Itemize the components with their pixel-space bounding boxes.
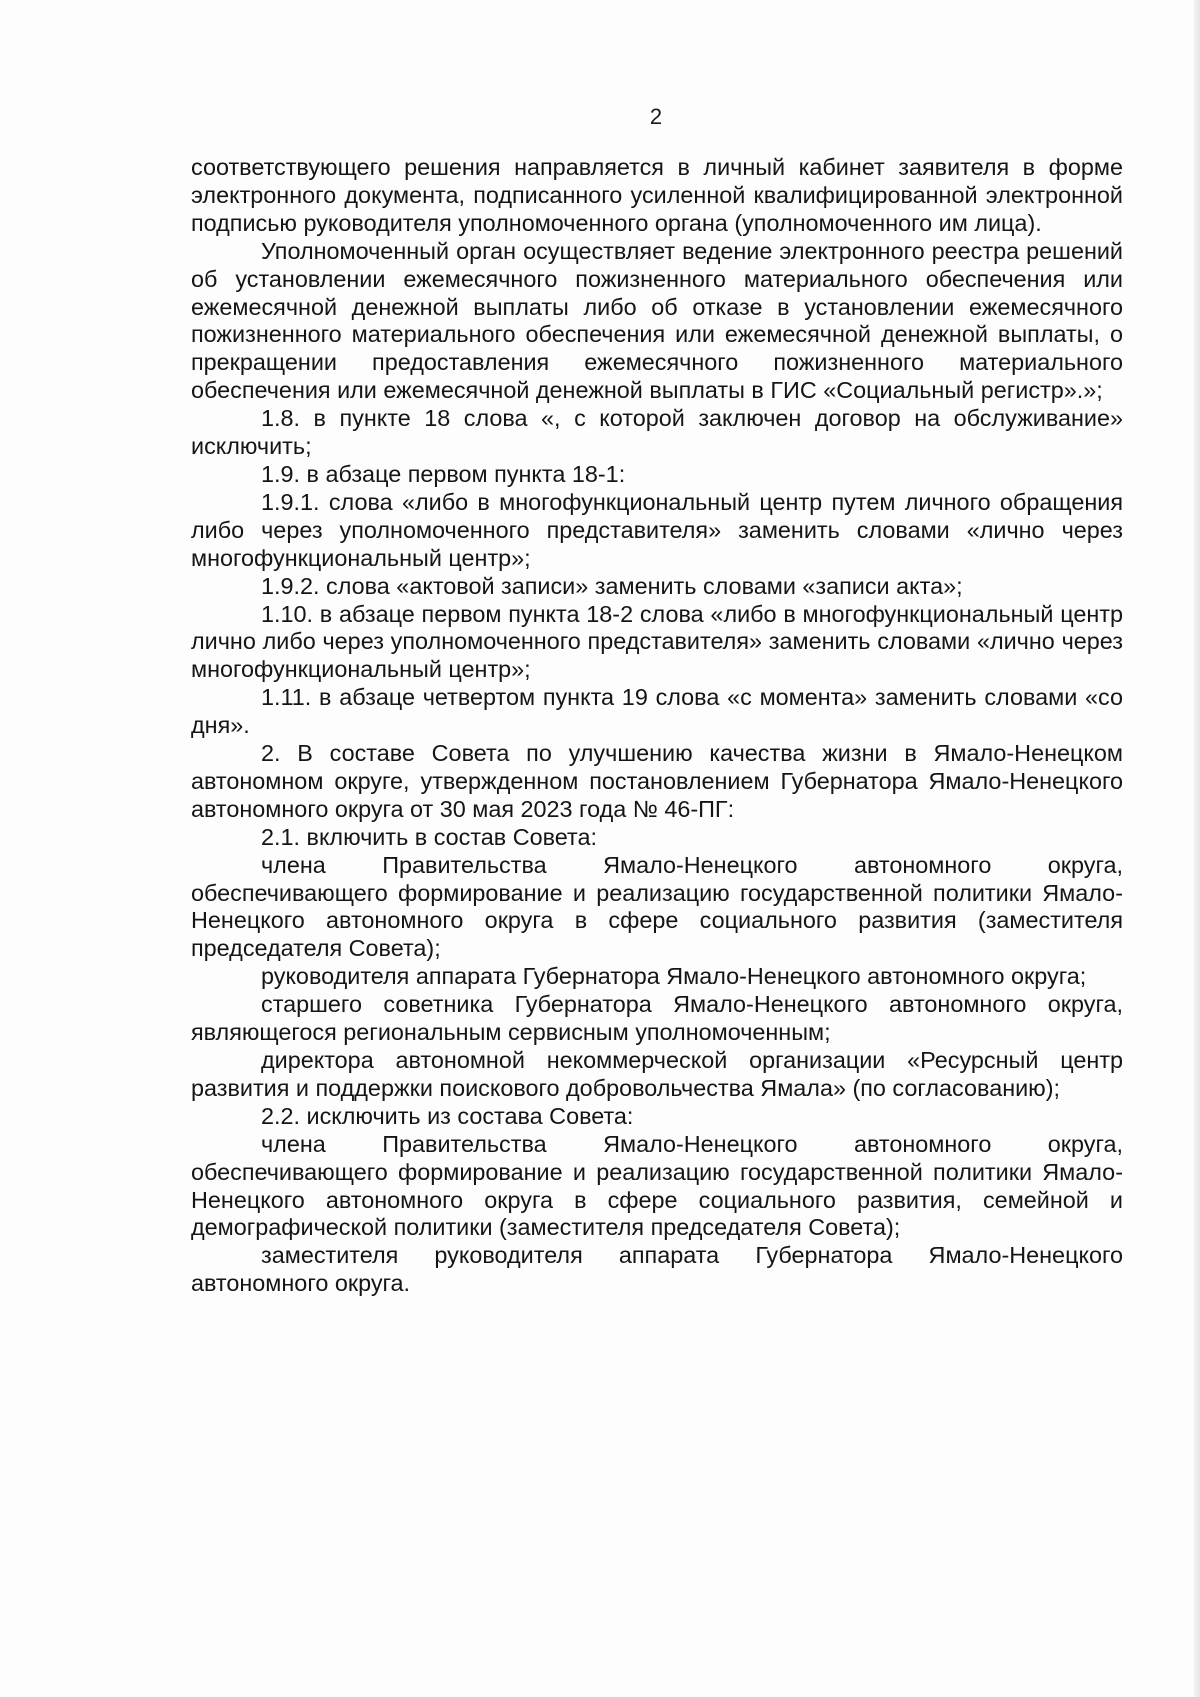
document-body — [191, 154, 1123, 1298]
paragraph-2-1: 2.1. включить в состав Совета: — [261, 823, 597, 850]
paragraph-2: 2. В составе Совета по улучшению качества жизни в Ямало-Ненецком автономном округе, утвержденном постановлением Губернатора Ямало-Ненецкого автономного округа от 30 мая 2023 года № 46-ПГ: — [191, 740, 1123, 822]
paragraph-1-9-2: 1.9.2. слова «актовой записи» заменить словами «записи акта»; — [261, 572, 963, 599]
paragraph-registry: Уполномоченный орган осуществляет ведение электронного реестра решений об установлении ежемесячного пожизненного материального обеспечения или ежемесячной денежной выплаты либо об отказе в установлении ежемесячного пожизненного материального обеспечения или ежемесячной денежной выплаты, о прекращении предоставления ежемесячного пожизненного материального обеспечения или ежемесячной денежной выплаты в ГИС «Социальный регистр».»; — [191, 237, 1123, 404]
paragraph-include-director: директора автономной некоммерческой организации «Ресурсный центр развития и поддержки поискового добровольчества Ямала» (по согласованию); — [191, 1047, 1123, 1101]
page-number: 2 — [649, 104, 663, 129]
paragraph-1-9-1: 1.9.1. слова «либо в многофункциональный центр путем личного обращения либо через уполномоченного представителя» заменить словами «лично через многофункциональный центр»; — [191, 488, 1123, 571]
paragraph-1-9: 1.9. в абзаце первом пункта 18-1: — [261, 460, 626, 487]
paragraph-1-8: 1.8. в пункте 18 слова «, с которой заключен договор на обслуживание» исключить; — [191, 405, 1123, 460]
paragraph-exclude-deputy-head: заместителя руководителя аппарата Губернатора Ямало-Ненецкого автономного округа. — [191, 1242, 1123, 1297]
paragraph-2-2: 2.2. исключить из состава Совета: — [261, 1102, 634, 1129]
page-edge-shadow — [1194, 0, 1200, 1697]
paragraph-1-10: 1.10. в абзаце первом пункта 18-2 слова «либо в многофункциональный центр лично либо через уполномоченного представителя» заменить словами «лично через многофункциональный центр»; — [191, 600, 1123, 683]
paragraph-exclude-member: члена Правительства Ямало-Ненецкого автономного округа, обеспечивающего формирование и реализацию государственной политики Ямало-Ненецкого автономного округа в сфере социального развития, семейной и демографической политики (заместителя председателя Совета); — [191, 1130, 1123, 1241]
paragraph-continuation: соответствующего решения направляется в личный кабинет заявителя в форме электронного документа, подписанного усиленной квалифицированной электронной подписью руководителя уполномоченного органа (уполномоченного им лица). — [191, 154, 1123, 236]
paragraph-1-11: 1.11. в абзаце четвертом пункта 19 слова «с момента» заменить словами «со дня». — [191, 684, 1123, 739]
paragraph-include-head-apparatus: руководителя аппарата Губернатора Ямало-Ненецкого автономного округа; — [261, 963, 1087, 990]
paragraph-include-member: члена Правительства Ямало-Ненецкого автономного округа, обеспечивающего формирование и реализацию государственной политики Ямало-Ненецкого автономного округа в сфере социального развития (заместителя председателя Совета); — [191, 851, 1123, 962]
paragraph-include-senior-advisor: старшего советника Губернатора Ямало-Ненецкого автономного округа, являющегося региональным сервисным уполномоченным; — [191, 991, 1123, 1046]
